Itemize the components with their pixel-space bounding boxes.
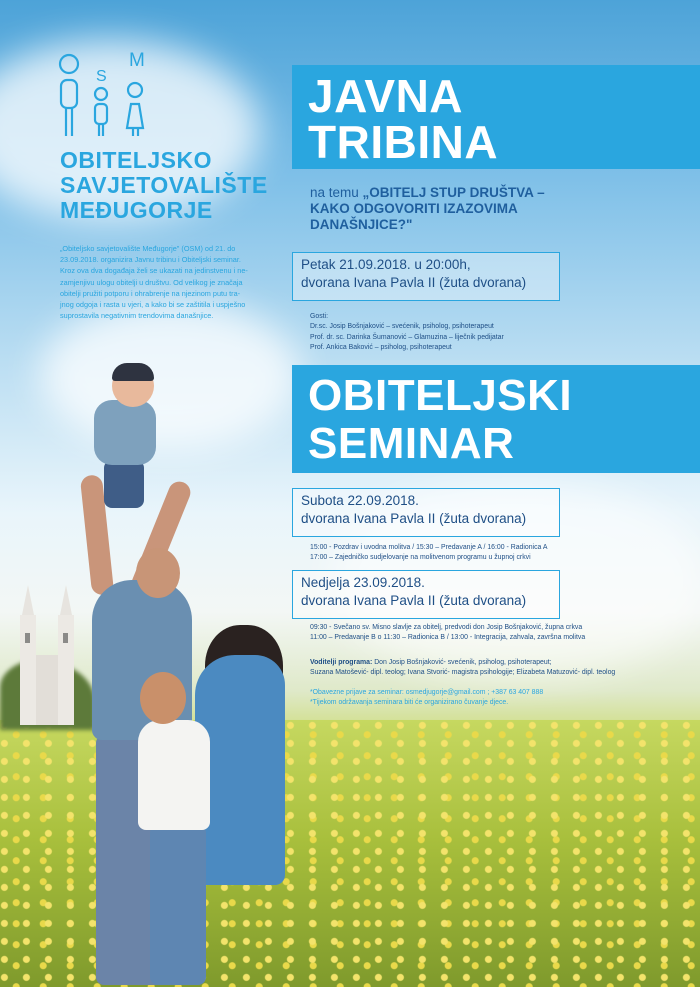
seminar-banner — [292, 365, 700, 473]
guest: Prof. dr. sc. Darinka Šumanović – Glamuzina – liječnik pedijatar — [310, 333, 504, 341]
topic-prefix: na temu — [310, 185, 359, 200]
guest: Dr.sc. Josip Bošnjaković – svećenik, psiholog, psihoterapeut — [310, 323, 494, 331]
intro-line: jnog odgoja i rasta u vjeri, a kako bi se zaštitila i uspješno — [60, 300, 246, 310]
seminar-day2-box — [292, 570, 560, 619]
tribina-banner — [292, 65, 700, 169]
family-logo-icon — [55, 52, 175, 142]
intro-line: Kroz ova dva događaja želi se ukazati na jedinstvenu i ne- — [60, 266, 248, 276]
schedule-line: 15:00 - Pozdrav i uvodna molitva / 15:30 – Predavanje A / 16:00 - Radionica A — [310, 544, 548, 551]
seminar-title-line: OBITELJSKI — [308, 371, 573, 420]
logo-letter: S — [96, 68, 107, 85]
topic-line: KAKO ODGOVORITI IZAZOVIMA — [310, 201, 518, 216]
logo-letter: M — [129, 50, 145, 71]
day1-place: dvorana Ivana Pavla II (žuta dvorana) — [301, 511, 527, 526]
day2-schedule — [310, 623, 585, 644]
baby-legs — [104, 460, 144, 508]
note: *Obavezne prijave za seminar: osmedjugorje@gmail.com ; +387 63 407 888 — [310, 689, 544, 696]
schedule-line: 17:00 – Zajedničko sudjelovanje na molitvenom programu u župnoj crkvi — [310, 554, 531, 562]
boy — [138, 720, 210, 830]
baby-cap — [112, 363, 154, 381]
organization-name — [60, 148, 268, 223]
intro-line: „Obiteljsko savjetovalište Međugorje" (OSM) od 21. do — [60, 244, 236, 253]
org-line: MEĐUGORJE — [60, 197, 213, 223]
intro-text — [60, 243, 282, 321]
schedule-line: 09:30 - Svečano sv. Misno slavlje za obitelj, predvodi don Josip Bošnjaković, župna crkva — [310, 624, 583, 631]
leaders-label: Voditelji programa: — [310, 659, 373, 666]
program-leaders — [310, 658, 615, 679]
leaders-line: Don Josip Bošnjaković- svećenik, psiholog, psihoterapeut; — [372, 659, 552, 666]
intro-line: 23.09.2018. organizira Javnu tribinu i Obiteljski seminar. — [60, 255, 241, 265]
tribina-title-line: JAVNA — [308, 70, 464, 122]
notes — [310, 688, 543, 709]
intro-line: obitelji pružiti potporu i ohrabrenje na njezinom putu tra- — [60, 288, 241, 298]
boy-legs — [150, 825, 206, 985]
day2-place: dvorana Ivana Pavla II (žuta dvorana) — [301, 593, 527, 608]
tribina-topic — [310, 185, 545, 233]
guests-list — [310, 312, 504, 354]
tribina-where: dvorana Ivana Pavla II (žuta dvorana) — [301, 275, 527, 290]
org-line: OBITELJSKO — [60, 147, 212, 173]
baby — [94, 400, 156, 465]
seminar-title-line: SEMINAR — [308, 419, 515, 468]
tribina-time-box — [292, 252, 560, 301]
guest: Prof. Ankica Baković – psiholog, psihoterapeut — [310, 344, 452, 352]
father-head — [136, 548, 180, 598]
cloud — [40, 300, 300, 450]
seminar-day1-box — [292, 488, 560, 537]
intro-line: zamjenjivu ulogu obitelji u društvu. Od velikog je značaja — [60, 277, 243, 287]
intro-line: suprostavila negativnim trendovima današnjice. — [60, 311, 214, 321]
day1-schedule — [310, 543, 548, 564]
tribina-title-line: TRIBINA — [308, 116, 499, 168]
boy-head — [140, 672, 186, 724]
leaders-line: Suzana Matošević- dipl. teolog; Ivana Stvorić- magistra psihologije; Elizabeta Matuzović- dipl. teolog — [310, 669, 616, 677]
day2-date: Nedjelja 23.09.2018. — [301, 575, 425, 590]
org-line: SAVJETOVALIŠTE — [60, 172, 268, 198]
day1-date: Subota 22.09.2018. — [301, 493, 419, 508]
topic-line: „OBITELJ STUP DRUŠTVA – — [362, 185, 545, 200]
note: *Tijekom održavanja seminara biti će organizirano čuvanje djece. — [310, 699, 509, 707]
guests-label: Gosti: — [310, 313, 328, 320]
church-icon — [14, 585, 84, 725]
tribina-when: Petak 21.09.2018. u 20:00h, — [301, 257, 471, 272]
schedule-line: 11:00 – Predavanje B o 11:30 – Radionica B / 13:00 - Integracija, zahvala, završna molitva — [310, 634, 586, 642]
topic-line: DANAŠNJICE?" — [310, 217, 413, 232]
